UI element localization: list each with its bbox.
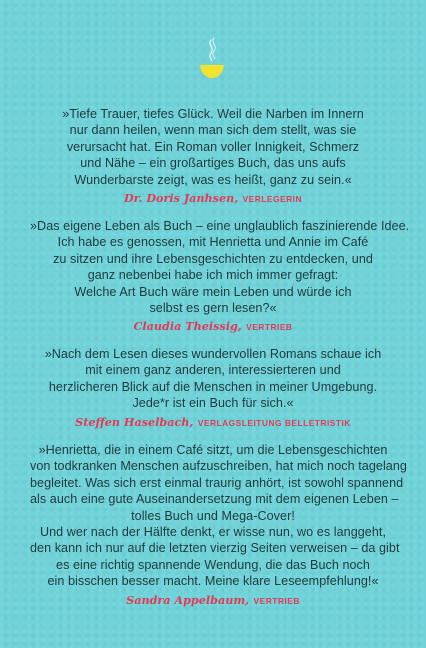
text-line: Jede*r ist ein Buch für sich.« [132, 396, 294, 411]
text-line: tolles Buch und Mega-Cover! [131, 508, 295, 523]
coffee-cup-icon [197, 36, 227, 80]
text-line: selbst es gern lesen?« [149, 301, 277, 316]
text-line: den kann ich nur auf die letzten vierzig Seiten verweisen – da gibt [30, 541, 400, 556]
review-author [0, 190, 426, 207]
review-text [0, 442, 426, 590]
review-author [0, 592, 426, 609]
author-name: Dr. Doris Janhsen, [123, 191, 239, 206]
review-author [0, 414, 426, 431]
text-line: und Nähe – ein großartiges Buch, das uns aufs [80, 156, 346, 171]
text-line: begleitet. Was sich erst einmal traurig anhört, ist sowohl spannend [30, 475, 404, 490]
text-line: »Das eigene Leben als Buch – eine unglaublich faszinierende Idee. [30, 219, 410, 233]
text-line: Welche Art Buch wäre mein Leben und würde ich [74, 284, 352, 299]
text-line: ganz nebenbei habe ich mich immer gefragt: [87, 268, 339, 283]
text-line: zu sitzen und ihre Lebensgeschichten zu entdecken, und [53, 251, 373, 266]
text-line: herzlicheren Blick auf die Menschen in meiner Umgebung. [48, 379, 378, 394]
author-role: VERLAGSLEITUNG BELLETRISTIK [197, 417, 351, 428]
review-4 [0, 442, 426, 609]
text-line: Wunderbarste zeigt, was es heißt, ganz zu sein.« [74, 172, 352, 187]
review-text [0, 346, 426, 412]
text-line: nur dann heilen, wenn man sich dem stellt, was sie [69, 123, 357, 138]
text-line: »Tiefe Trauer, tiefes Glück. Weil die Narben im Innern [62, 107, 364, 121]
text-line: es eine richtig spannende Wendung, die das Buch noch [56, 557, 370, 572]
review-text [0, 218, 426, 316]
text-line: verursacht hat. Ein Roman voller Innigkeit, Schmerz [66, 139, 360, 154]
text-line: als auch eine gute Auseinandersetzung mit dem eigenen Leben – [30, 492, 399, 507]
text-line: »Nach dem Lesen dieses wundervollen Romans schaue ich [44, 347, 382, 361]
review-text [0, 106, 426, 188]
text-line: Und wer nach der Hälfte denkt, er wisse nun, wo es langgeht, [39, 525, 387, 540]
text-line: ein bisschen besser macht. Meine klare Leseempfehlung!« [47, 574, 379, 589]
text-line: Ich habe es genossen, mit Henrietta und Annie im Café [57, 235, 369, 250]
author-name: Claudia Theissig, [133, 319, 242, 334]
review-author [0, 318, 426, 335]
review-1 [0, 106, 426, 207]
review-2 [0, 218, 426, 335]
text-line: »Henrietta, die in einem Café sitzt, um die Lebensgeschichten [38, 443, 388, 457]
author-role: VERLEGERIN [242, 194, 303, 205]
review-3 [0, 346, 426, 431]
author-role: VERTRIEB [253, 595, 300, 606]
author-role: VERTRIEB [246, 322, 293, 333]
text-line: von todkranken Menschen aufzuschreiben, hat mich noch tagelang [30, 459, 407, 474]
author-name: Steffen Haselbach, [75, 414, 194, 429]
author-name: Sandra Appelbaum, [126, 592, 250, 607]
text-line: mit einem ganz anderen, interessierteren und [85, 363, 341, 378]
